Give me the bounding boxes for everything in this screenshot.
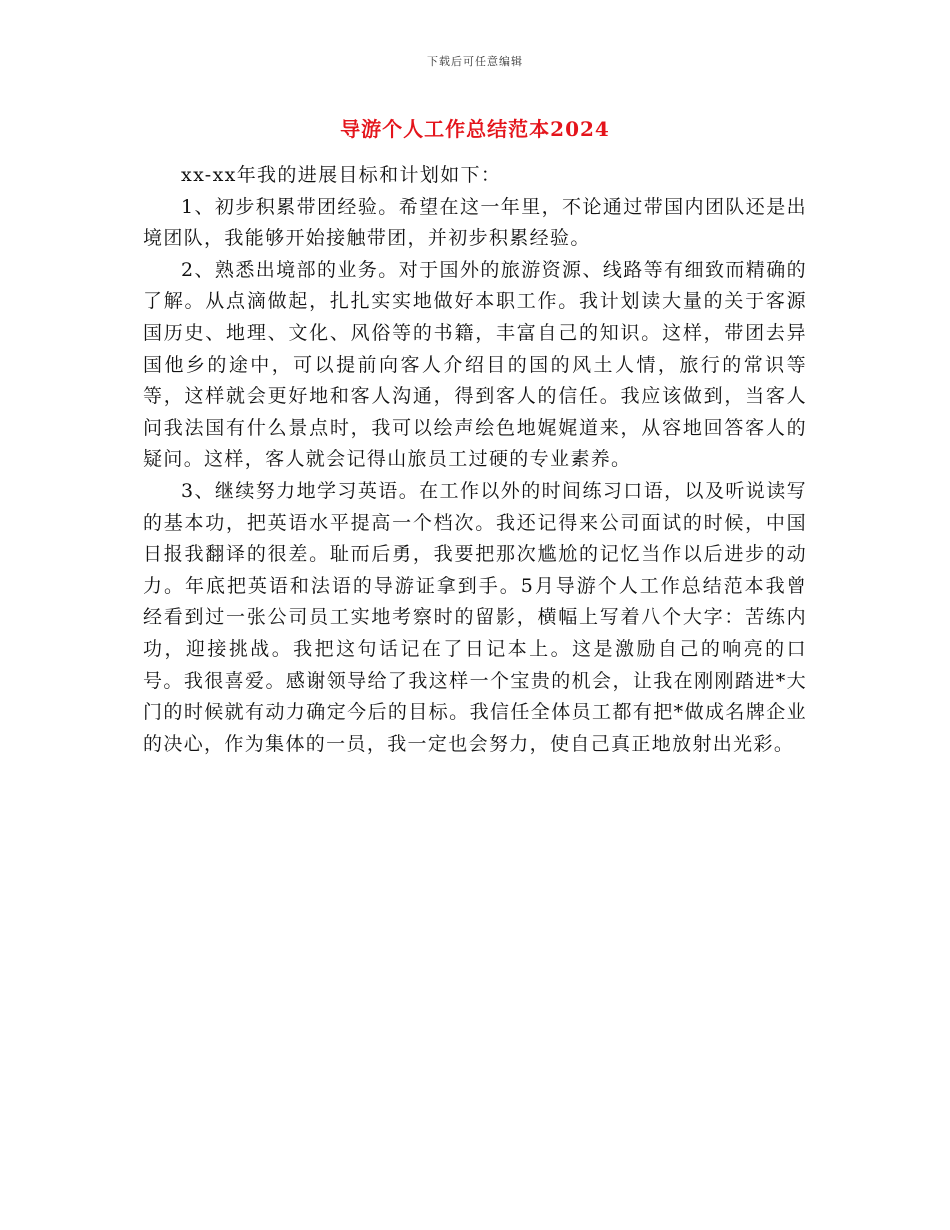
paragraph-goal-2: 2、熟悉出境部的业务。对于国外的旅游资源、线路等有细致而精确的了解。从点滴做起，扎扎实实地做好本职工作。我计划读大量的关于客源国历史、地理、文化、风俗等的书籍，丰富自己的知识。这样，带团去异国他乡的途中，可以提前向客人介绍目的国的风土人情，旅行的常识等等，这样就会更好地和客人沟通，得到客人的信任。我应该做到，当客人问我法国有什么景点时，我可以绘声绘色地娓娓道来，从容地回答客人的疑问。这样，客人就会记得山旅员工过硬的专业素养。	[143, 258, 807, 471]
paragraph-intro: xx-xx年我的进展目标和计划如下：	[181, 164, 502, 186]
paragraph-goal-1: 1、初步积累带团经验。希望在这一年里，不论通过带国内团队还是出境团队，我能够开始接触带团，并初步积累经验。	[143, 195, 807, 250]
page-header-note: 下载后可任意编辑	[427, 55, 523, 68]
document-title: 导游个人工作总结范本2024	[340, 117, 610, 141]
paragraph-goal-3: 3、继续努力地学习英语。在工作以外的时间练习口语，以及听说读写的基本功，把英语水平提高一个档次。我还记得来公司面试的时候，中国日报我翻译的很差。耻而后勇，我要把那次尴尬的记忆当作以后进步的动力。年底把英语和法语的导游证拿到手。5月导游个人工作总结范本我曾经看到过一张公司员工实地考察时的留影，横幅上写着八个大字：苦练内功，迎接挑战。我把这句话记在了日记本上。这是激励自己的响亮的口号。我很喜爱。感谢领导给了我这样一个宝贵的机会，让我在刚刚踏进*大门的时候就有动力确定今后的目标。我信任全体员工都有把*做成名牌企业的决心，作为集体的一员，我一定也会努力，使自己真正地放射出光彩。	[143, 479, 807, 755]
document-body	[143, 160, 807, 760]
